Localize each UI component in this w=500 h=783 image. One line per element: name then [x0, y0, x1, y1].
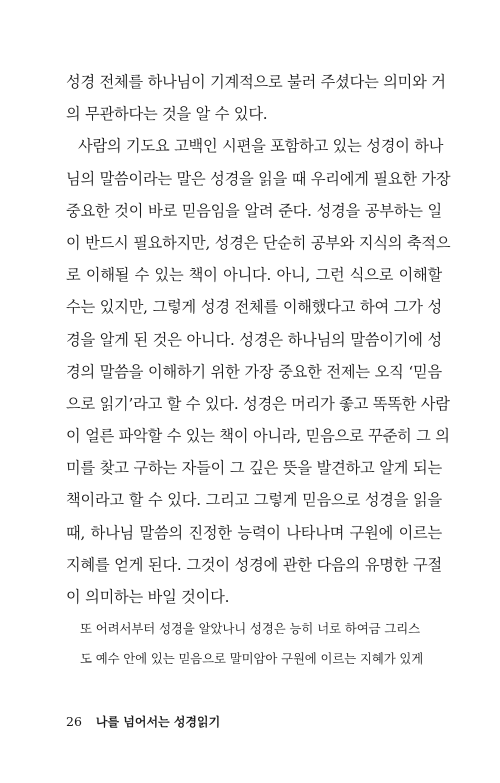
body-line: 지혜를 얻게 된다. 그것이 성경에 관한 다음의 유명한 구절	[66, 555, 442, 574]
body-text	[66, 66, 451, 613]
body-line: 의 무관하다는 것을 알 수 있다.	[66, 105, 268, 124]
scripture-quote	[80, 614, 424, 674]
body-line: 수는 있지만, 그렇게 성경 전체를 이해했다고 하여 그가 성	[66, 298, 442, 317]
page-number: 26	[66, 714, 82, 729]
body-line: 경의 말씀을 이해하기 위한 가장 중요한 전제는 오직 ‘믿음	[66, 362, 442, 381]
body-line: 으로 읽기’라고 할 수 있다. 성경은 머리가 좋고 똑똑한 사람	[66, 394, 450, 413]
quote-line: 도 예수 안에 있는 믿음으로 말미암아 구원에 이르는 지혜가 있게	[80, 651, 424, 666]
body-line: 사람의 기도요 고백인 시편을 포함하고 있는 성경이 하나	[78, 137, 444, 156]
body-line: 중요한 것이 바로 믿음임을 알려 준다. 성경을 공부하는 일	[66, 201, 442, 220]
body-line: 때, 하나님 말씀의 진정한 능력이 나타나며 구원에 이르는	[66, 523, 442, 542]
running-title: 나를 넘어서는 성경읽기	[95, 715, 221, 729]
body-line: 경을 알게 된 것은 아니다. 성경은 하나님의 말씀이기에 성	[66, 330, 442, 349]
quote-line: 또 어려서부터 성경을 알았나니 성경은 능히 너로 하여금 그리스	[80, 621, 420, 636]
body-line: 님의 말씀이라는 말은 성경을 읽을 때 우리에게 필요한 가장	[66, 169, 451, 188]
body-line: 이 의미하는 바일 것이다.	[66, 588, 230, 606]
body-line: 책이라고 할 수 있다. 그리고 그렇게 믿음으로 성경을 읽을	[66, 491, 442, 510]
body-line: 이 얼른 파악할 수 있는 책이 아니라, 믿음으로 꾸준히 그 의	[66, 427, 450, 446]
body-line: 미를 찾고 구하는 자들이 그 깊은 뜻을 발견하고 알게 되는	[66, 459, 442, 478]
page-footer	[66, 712, 220, 732]
body-line: 로 이해될 수 있는 책이 아니다. 아니, 그런 식으로 이해할	[66, 266, 442, 285]
body-line: 성경 전체를 하나님이 기계적으로 불러 주셨다는 의미와 거	[66, 73, 446, 91]
body-line: 이 반드시 필요하지만, 성경은 단순히 공부와 지식의 축적으	[66, 233, 451, 252]
